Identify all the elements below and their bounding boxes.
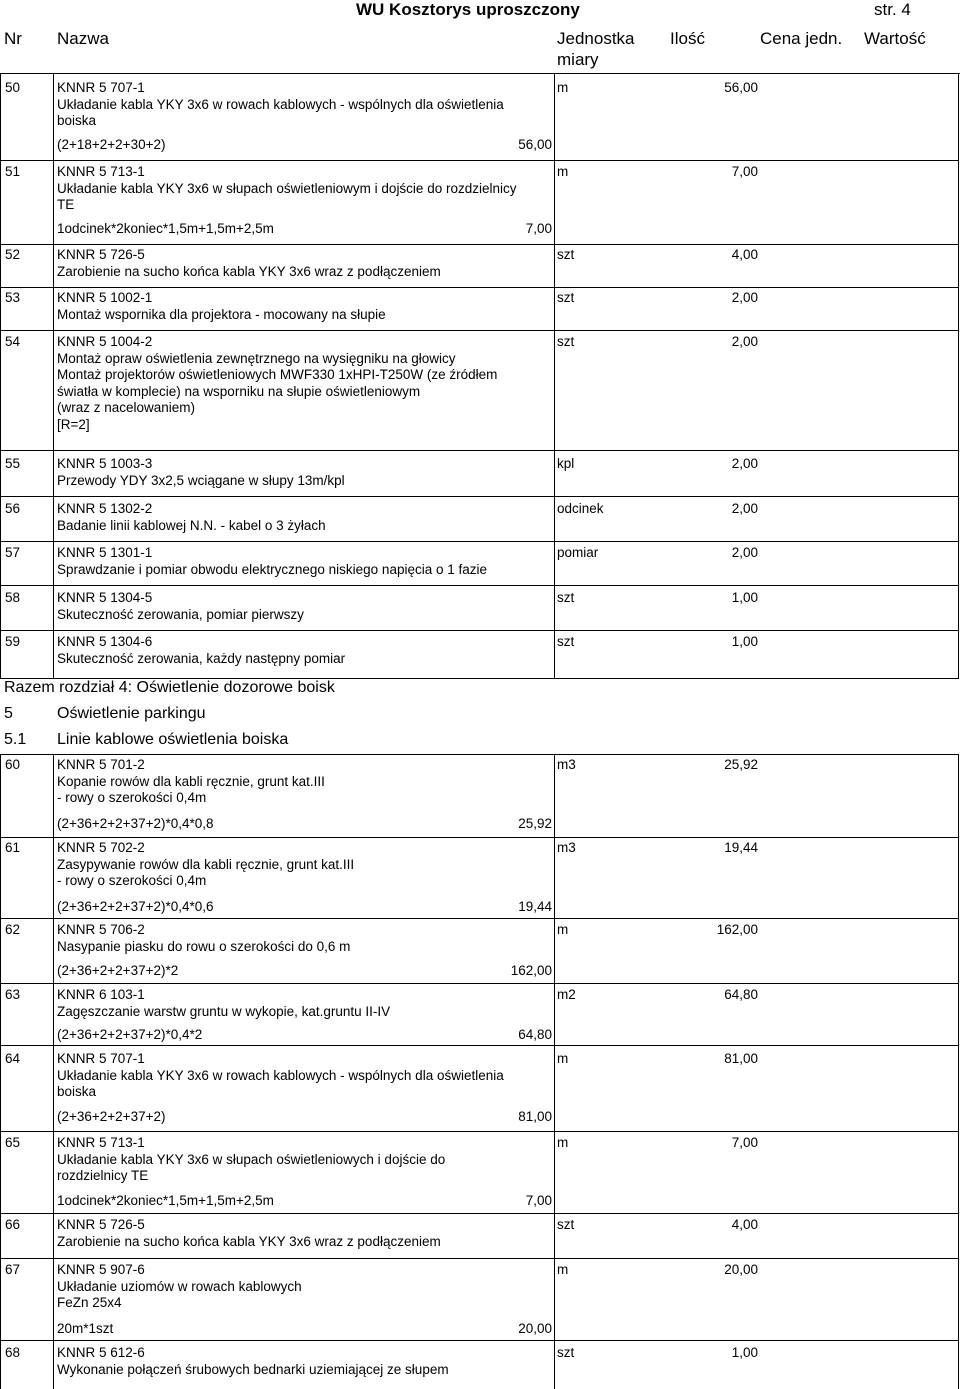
section-number: 5 xyxy=(4,705,13,722)
item-number: 68 xyxy=(5,1345,21,1360)
item-description: Układanie kabla YKY 3x6 w rowach kablowych - wspólnych dla oświetlenia boiska xyxy=(57,1067,504,1099)
row-separator xyxy=(0,918,959,919)
item-measurement-value: 81,00 xyxy=(518,1109,552,1124)
col-unit-header-line2: miary xyxy=(557,50,599,69)
item-description: Układanie uziomów w rowach kablowych FeZn 25x4 xyxy=(57,1278,302,1310)
item-number: 60 xyxy=(5,757,21,772)
item-quantity: 2,00 xyxy=(731,334,758,349)
grid-line xyxy=(0,754,1,1389)
item-measurement: (2+36+2+2+37+2)*0,4*0,6 xyxy=(57,899,214,914)
item-code: KNNR 5 713-1 xyxy=(57,164,145,179)
col-price-header: Cena jedn. xyxy=(760,29,843,48)
item-number: 54 xyxy=(5,334,21,349)
item-description: Montaż opraw oświetlenia zewnętrznego na wysięgniku na głowicy Montaż projektorów oświetleniowych MWF330 1xHPI-T250W (ze źródłem światła w komplecie) na wsporniku na słupie oświetleniowym (wraz z nacelowaniem) [R=2] xyxy=(57,350,498,432)
grid-line xyxy=(0,754,959,755)
row-separator xyxy=(0,1045,959,1046)
item-measurement-value: 20,00 xyxy=(518,1321,552,1336)
item-quantity: 25,92 xyxy=(724,757,758,772)
item-code: KNNR 5 702-2 xyxy=(57,840,145,855)
item-description: Sprawdzanie i pomiar obwodu elektrycznego niskiego napięcia o 1 fazie xyxy=(57,561,488,577)
item-unit: szt xyxy=(557,634,575,649)
item-quantity: 20,00 xyxy=(724,1262,758,1277)
chapter-total: Razem rozdział 4: Oświetlenie dozorowe boisk xyxy=(4,679,335,696)
item-description: Badanie linii kablowej N.N. - kabel o 3 żyłach xyxy=(57,517,326,533)
row-separator xyxy=(0,541,959,542)
item-code: KNNR 5 1002-1 xyxy=(57,290,153,305)
item-quantity: 19,44 xyxy=(724,840,758,855)
col-value-header: Wartość xyxy=(864,29,926,48)
item-unit: kpl xyxy=(557,456,575,471)
item-code: KNNR 5 1304-5 xyxy=(57,590,153,605)
item-description: Skuteczność zerowania, pomiar pierwszy xyxy=(57,606,304,622)
grid-line xyxy=(53,754,54,1389)
col-unit-header xyxy=(557,28,635,70)
row-separator xyxy=(0,330,959,331)
item-quantity: 1,00 xyxy=(731,590,758,605)
item-code: KNNR 5 1003-3 xyxy=(57,456,153,471)
item-description: Montaż wspornika dla projektora - mocowany na słupie xyxy=(57,306,386,322)
item-measurement: (2+36+2+2+37+2)*2 xyxy=(57,963,179,978)
item-code: KNNR 5 701-2 xyxy=(57,757,145,772)
item-measurement-value: 56,00 xyxy=(518,137,552,152)
item-description: Układanie kabla YKY 3x6 w rowach kablowych - wspólnych dla oświetlenia boiska xyxy=(57,96,504,128)
item-measurement: (2+36+2+2+37+2)*0,4*2 xyxy=(57,1027,203,1042)
row-separator xyxy=(0,496,959,497)
item-description: Zagęszczanie warstw gruntu w wykopie, kat.gruntu II-IV xyxy=(57,1003,391,1019)
item-code: KNNR 5 612-6 xyxy=(57,1345,145,1360)
item-unit: pomiar xyxy=(557,545,599,560)
item-quantity: 4,00 xyxy=(731,1217,758,1232)
subsection-title: Linie kablowe oświetlenia boiska xyxy=(57,731,289,748)
item-number: 50 xyxy=(5,80,21,95)
item-measurement-value: 162,00 xyxy=(510,963,552,978)
item-number: 65 xyxy=(5,1135,21,1150)
row-separator xyxy=(0,630,959,631)
row-separator xyxy=(0,244,959,245)
item-quantity: 2,00 xyxy=(731,501,758,516)
col-qty-header: Ilość xyxy=(670,29,705,48)
item-number: 51 xyxy=(5,164,21,179)
item-code: KNNR 5 1004-2 xyxy=(57,334,153,349)
item-code: KNNR 5 1301-1 xyxy=(57,545,153,560)
item-quantity: 56,00 xyxy=(724,80,758,95)
item-measurement: (2+36+2+2+37+2) xyxy=(57,1109,166,1124)
item-measurement: (2+18+2+2+30+2) xyxy=(57,137,166,152)
row-separator xyxy=(0,1213,959,1214)
col-nr-header: Nr xyxy=(4,29,22,48)
item-description: Zarobienie na sucho końca kabla YKY 3x6 wraz z podłączeniem xyxy=(57,1233,441,1249)
item-measurement-value: 25,92 xyxy=(518,816,552,831)
item-unit: m3 xyxy=(557,840,576,855)
item-description: Zasypywanie rowów dla kabli ręcznie, grunt kat.III - rowy o szerokości 0,4m xyxy=(57,856,355,888)
page-number: str. 4 xyxy=(874,0,911,19)
item-quantity: 1,00 xyxy=(731,1345,758,1360)
item-unit: m xyxy=(557,1051,569,1066)
item-code: KNNR 5 713-1 xyxy=(57,1135,145,1150)
item-number: 66 xyxy=(5,1217,21,1232)
item-number: 64 xyxy=(5,1051,21,1066)
item-description: Układanie kabla YKY 3x6 w słupach oświetleniowym i dojście do rozdzielnicy TE xyxy=(57,180,517,212)
item-description: Wykonanie połączeń śrubowych bednarki uziemiającej ze słupem xyxy=(57,1361,449,1377)
grid-line xyxy=(53,74,54,678)
item-quantity: 162,00 xyxy=(716,922,758,937)
row-separator xyxy=(0,1340,959,1341)
item-number: 57 xyxy=(5,545,21,560)
item-code: KNNR 5 706-2 xyxy=(57,922,145,937)
item-measurement-value: 19,44 xyxy=(518,899,552,914)
row-separator xyxy=(0,450,959,451)
col-unit-header-line1: Jednostka xyxy=(557,29,635,48)
row-separator xyxy=(0,837,959,838)
item-number: 59 xyxy=(5,634,21,649)
item-quantity: 7,00 xyxy=(731,164,758,179)
item-unit: szt xyxy=(557,1217,575,1232)
item-quantity: 4,00 xyxy=(731,247,758,262)
item-unit: m xyxy=(557,80,569,95)
item-number: 56 xyxy=(5,501,21,516)
item-description: Układanie kabla YKY 3x6 w słupach oświetleniowych i dojście do rozdzielnicy TE xyxy=(57,1151,446,1183)
item-description: Kopanie rowów dla kabli ręcznie, grunt kat.III - rowy o szerokości 0,4m xyxy=(57,773,325,805)
row-separator xyxy=(0,160,959,161)
item-unit: m3 xyxy=(557,757,576,772)
item-unit: szt xyxy=(557,290,575,305)
document-title: WU Kosztorys uproszczony xyxy=(356,0,580,19)
item-unit: odcinek xyxy=(557,501,604,516)
item-number: 55 xyxy=(5,456,21,471)
item-measurement-value: 7,00 xyxy=(525,221,552,236)
item-quantity: 7,00 xyxy=(731,1135,758,1150)
item-code: KNNR 5 1304-6 xyxy=(57,634,153,649)
item-measurement-value: 7,00 xyxy=(525,1193,552,1208)
item-number: 58 xyxy=(5,590,21,605)
item-unit: szt xyxy=(557,334,575,349)
grid-line xyxy=(0,74,1,678)
grid-line xyxy=(958,74,959,678)
item-unit: m xyxy=(557,1135,569,1150)
item-unit: m xyxy=(557,1262,569,1277)
item-code: KNNR 5 726-5 xyxy=(57,1217,145,1232)
item-quantity: 2,00 xyxy=(731,456,758,471)
item-quantity: 2,00 xyxy=(731,290,758,305)
item-unit: m xyxy=(557,922,569,937)
col-name-header: Nazwa xyxy=(57,29,109,48)
item-code: KNNR 5 707-1 xyxy=(57,1051,145,1066)
item-unit: szt xyxy=(557,590,575,605)
item-code: KNNR 5 1302-2 xyxy=(57,501,153,516)
row-separator xyxy=(0,1258,959,1259)
item-code: KNNR 6 103-1 xyxy=(57,987,145,1002)
item-unit: szt xyxy=(557,247,575,262)
item-measurement-value: 64,80 xyxy=(518,1027,552,1042)
item-measurement: 1odcinek*2koniec*1,5m+1,5m+2,5m xyxy=(57,221,274,236)
row-separator xyxy=(0,287,959,288)
header-rule xyxy=(0,73,960,74)
item-description: Skuteczność zerowania, każdy następny pomiar xyxy=(57,650,346,666)
subsection-number: 5.1 xyxy=(4,731,27,748)
item-measurement: (2+36+2+2+37+2)*0,4*0,8 xyxy=(57,816,214,831)
row-separator xyxy=(0,1131,959,1132)
item-unit: m xyxy=(557,164,569,179)
item-number: 62 xyxy=(5,922,21,937)
item-code: KNNR 5 707-1 xyxy=(57,80,145,95)
row-separator xyxy=(0,585,959,586)
item-quantity: 1,00 xyxy=(731,634,758,649)
item-code: KNNR 5 907-6 xyxy=(57,1262,145,1277)
item-quantity: 81,00 xyxy=(724,1051,758,1066)
grid-line xyxy=(958,754,959,1389)
item-quantity: 2,00 xyxy=(731,545,758,560)
item-measurement: 1odcinek*2koniec*1,5m+1,5m+2,5m xyxy=(57,1193,274,1208)
item-number: 52 xyxy=(5,247,21,262)
item-unit: m2 xyxy=(557,987,576,1002)
item-measurement: 20m*1szt xyxy=(57,1321,114,1336)
item-number: 53 xyxy=(5,290,21,305)
row-separator xyxy=(0,983,959,984)
item-number: 67 xyxy=(5,1262,21,1277)
item-description: Przewody YDY 3x2,5 wciągane w słupy 13m/kpl xyxy=(57,472,345,488)
section-title: Oświetlenie parkingu xyxy=(57,705,206,722)
item-quantity: 64,80 xyxy=(724,987,758,1002)
item-number: 61 xyxy=(5,840,21,855)
item-description: Nasypanie piasku do rowu o szerokości do 0,6 m xyxy=(57,938,351,954)
item-code: KNNR 5 726-5 xyxy=(57,247,145,262)
item-number: 63 xyxy=(5,987,21,1002)
item-description: Zarobienie na sucho końca kabla YKY 3x6 wraz z podłączeniem xyxy=(57,263,441,279)
item-unit: szt xyxy=(557,1345,575,1360)
